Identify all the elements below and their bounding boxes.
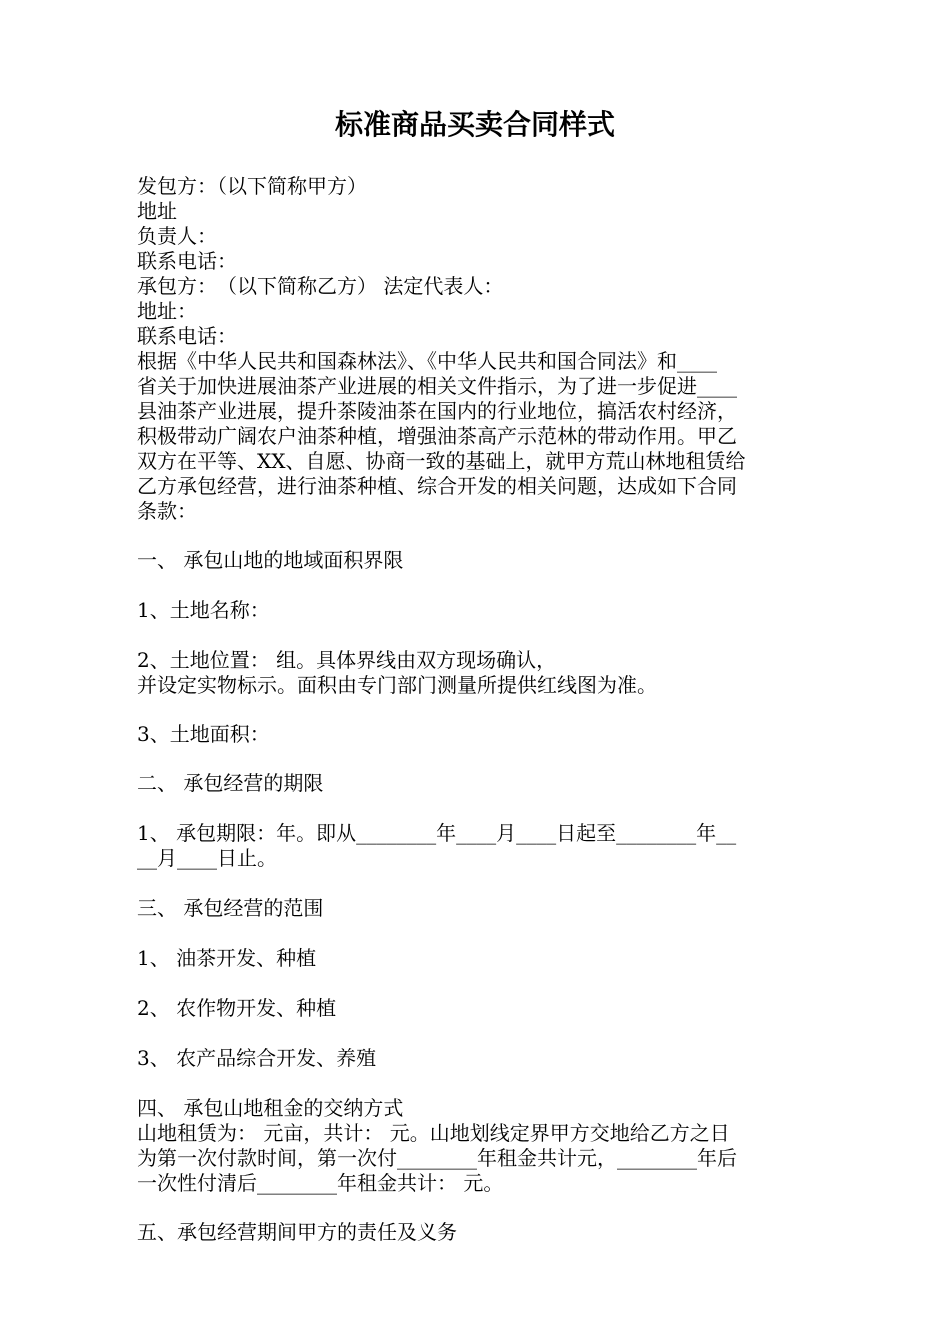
clause-line: 并设定实物标示。面积由专门部门测量所提供红线图为准。: [137, 673, 657, 697]
section-heading: 三、 承包经营的范围: [137, 896, 324, 920]
clause-line: 2、 农作物开发、种植: [137, 996, 337, 1020]
party-a-address: 地址: [137, 199, 177, 223]
section-heading: 四、 承包山地租金的交纳方式: [137, 1096, 404, 1120]
clause-line: 3、土地面积：: [137, 722, 270, 746]
clause-line: 山地租赁为： 元亩，共计： 元。山地划线定界甲方交地给乙方之日: [137, 1121, 730, 1145]
clause-line: 3、 农产品综合开发、养殖: [137, 1046, 377, 1070]
preamble-line: 省关于加快进展油茶产业进展的相关文件指示，为了进一步促进____: [137, 374, 737, 398]
party-a-line: 发包方：（以下简称甲方）: [137, 174, 367, 198]
party-a-person-in-charge: 负责人：: [137, 224, 217, 248]
party-b-line: 承包方： （以下简称乙方） 法定代表人：: [137, 274, 504, 298]
clause-line: 1、 承包期限：年。即从________年____月____日起至________年__: [137, 821, 737, 845]
preamble-line: 根据《中华人民共和国森林法》、《中华人民共和国合同法》和____: [137, 349, 717, 373]
preamble-line: 条款：: [137, 499, 197, 523]
party-b-phone: 联系电话：: [137, 324, 237, 348]
party-b-address: 地址：: [137, 299, 197, 323]
preamble-line: 双方在平等、XX、自愿、协商一致的基础上，就甲方荒山林地租赁给: [137, 449, 746, 473]
preamble-line: 县油茶产业进展，提升茶陵油茶在国内的行业地位，搞活农村经济，: [137, 399, 737, 423]
section-heading: 五、承包经营期间甲方的责任及义务: [137, 1220, 457, 1244]
party-a-phone: 联系电话：: [137, 249, 237, 273]
preamble-line: 积极带动广阔农户油茶种植，增强油茶高产示范林的带动作用。甲乙: [137, 424, 737, 448]
section-heading: 二、 承包经营的期限: [137, 771, 324, 795]
preamble-line: 乙方承包经营，进行油茶种植、综合开发的相关问题，达成如下合同: [137, 474, 737, 498]
clause-line: 1、土地名称：: [137, 598, 270, 622]
clause-line: __月____日止。: [137, 846, 277, 870]
clause-line: 为第一次付款时间，第一次付________年租金共计元，________年后: [137, 1146, 737, 1170]
section-heading: 一、 承包山地的地域面积界限: [137, 548, 404, 572]
clause-line: 1、 油茶开发、种植: [137, 946, 317, 970]
clause-line: 2、土地位置： 组。具体界线由双方现场确认，: [137, 648, 557, 672]
clause-line: 一次性付清后________年租金共计： 元。: [137, 1171, 504, 1195]
document-title: 标准商品买卖合同样式: [334, 108, 615, 141]
